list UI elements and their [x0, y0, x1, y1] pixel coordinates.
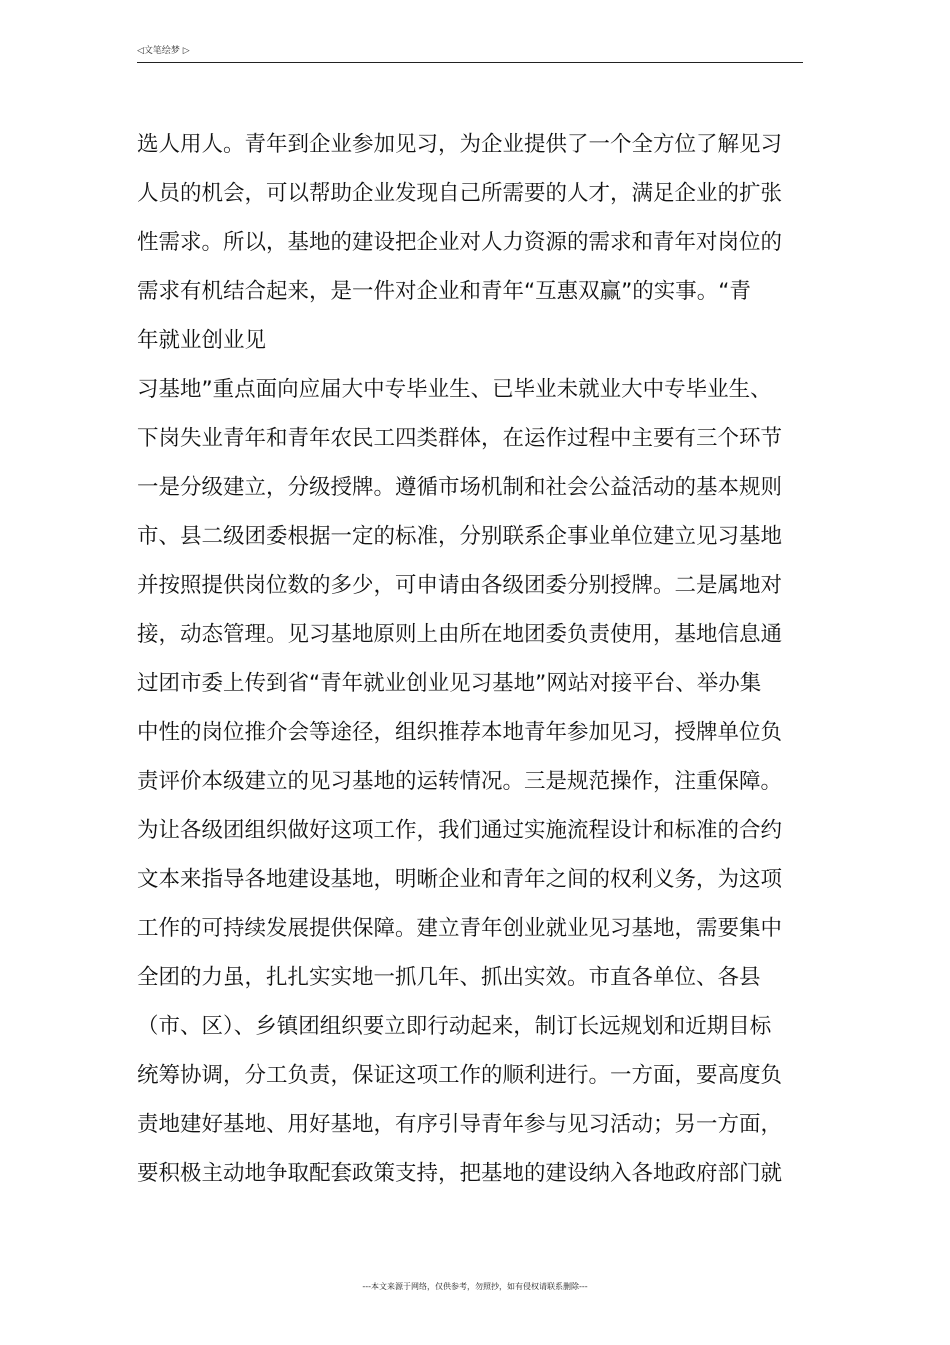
body-line: 性需求。所以，基地的建设把企业对人力资源的需求和青年对岗位的 [137, 230, 783, 255]
body-line: 中性的岗位推介会等途径，组织推荐本地青年参加见习，授牌单位负 [137, 720, 783, 745]
body-line: （市、区）、乡镇团组织要立即行动起来，制订长远规划和近期目标 [137, 1014, 772, 1039]
body-line: 责评价本级建立的见习基地的运转情况。三是规范操作，注重保障。 [137, 769, 783, 794]
body-line: 全团的力虽，扎扎实实地一抓几年、抓出实效。市直各单位、各县 [137, 965, 761, 990]
document-body [137, 120, 807, 1198]
header-title: ◁文笔绘梦 ▷ [137, 46, 190, 56]
body-line: 过团市委上传到省“青年就业创业见习基地”网站对接平台、举办集 [137, 671, 762, 696]
body-line: 习基地”重点面向应届大中专毕业生、已毕业未就业大中专毕业生、 [137, 377, 772, 402]
body-line: 统筹协调，分工负责，保证这项工作的顺利进行。一方面，要高度负 [137, 1063, 783, 1088]
body-line: 选人用人。青年到企业参加见习，为企业提供了一个全方位了解见习 [137, 132, 783, 157]
body-line: 要积极主动地争取配套政策支持，把基地的建设纳入各地政府部门就 [137, 1161, 783, 1186]
body-line: 需求有机结合起来，是一件对企业和青年“互惠双赢”的实事。“青 [137, 279, 751, 304]
page-header [137, 42, 803, 63]
body-line: 为让各级团组织做好这项工作，我们通过实施流程设计和标准的合约 [137, 818, 783, 843]
body-line: 并按照提供岗位数的多少，可申请由各级团委分别授牌。二是属地对 [137, 573, 783, 598]
body-line: 一是分级建立，分级授牌。遵循市场机制和社会公益活动的基本规则 [137, 475, 783, 500]
body-line: 工作的可持续发展提供保障。建立青年创业就业见习基地，需要集中 [137, 916, 783, 941]
body-line: 接，动态管理。见习基地原则上由所在地团委负责使用，基地信息通 [137, 622, 783, 647]
page-footer: ---本文来源于网络，仅供参考，勿照抄，如有侵权请联系删除--- [362, 1282, 588, 1291]
body-line: 下岗失业青年和青年农民工四类群体，在运作过程中主要有三个环节 [137, 426, 783, 451]
body-line: 责地建好基地、用好基地，有序引导青年参与见习活动；另一方面， [137, 1112, 783, 1137]
body-line: 人员的机会，可以帮助企业发现自己所需要的人才，满足企业的扩张 [137, 181, 783, 206]
body-line: 市、县二级团委根据一定的标准，分别联系企事业单位建立见习基地 [137, 524, 783, 549]
body-line: 年就业创业见 [137, 328, 267, 353]
body-line: 文本来指导各地建设基地，明晰企业和青年之间的权利义务，为这项 [137, 867, 783, 892]
